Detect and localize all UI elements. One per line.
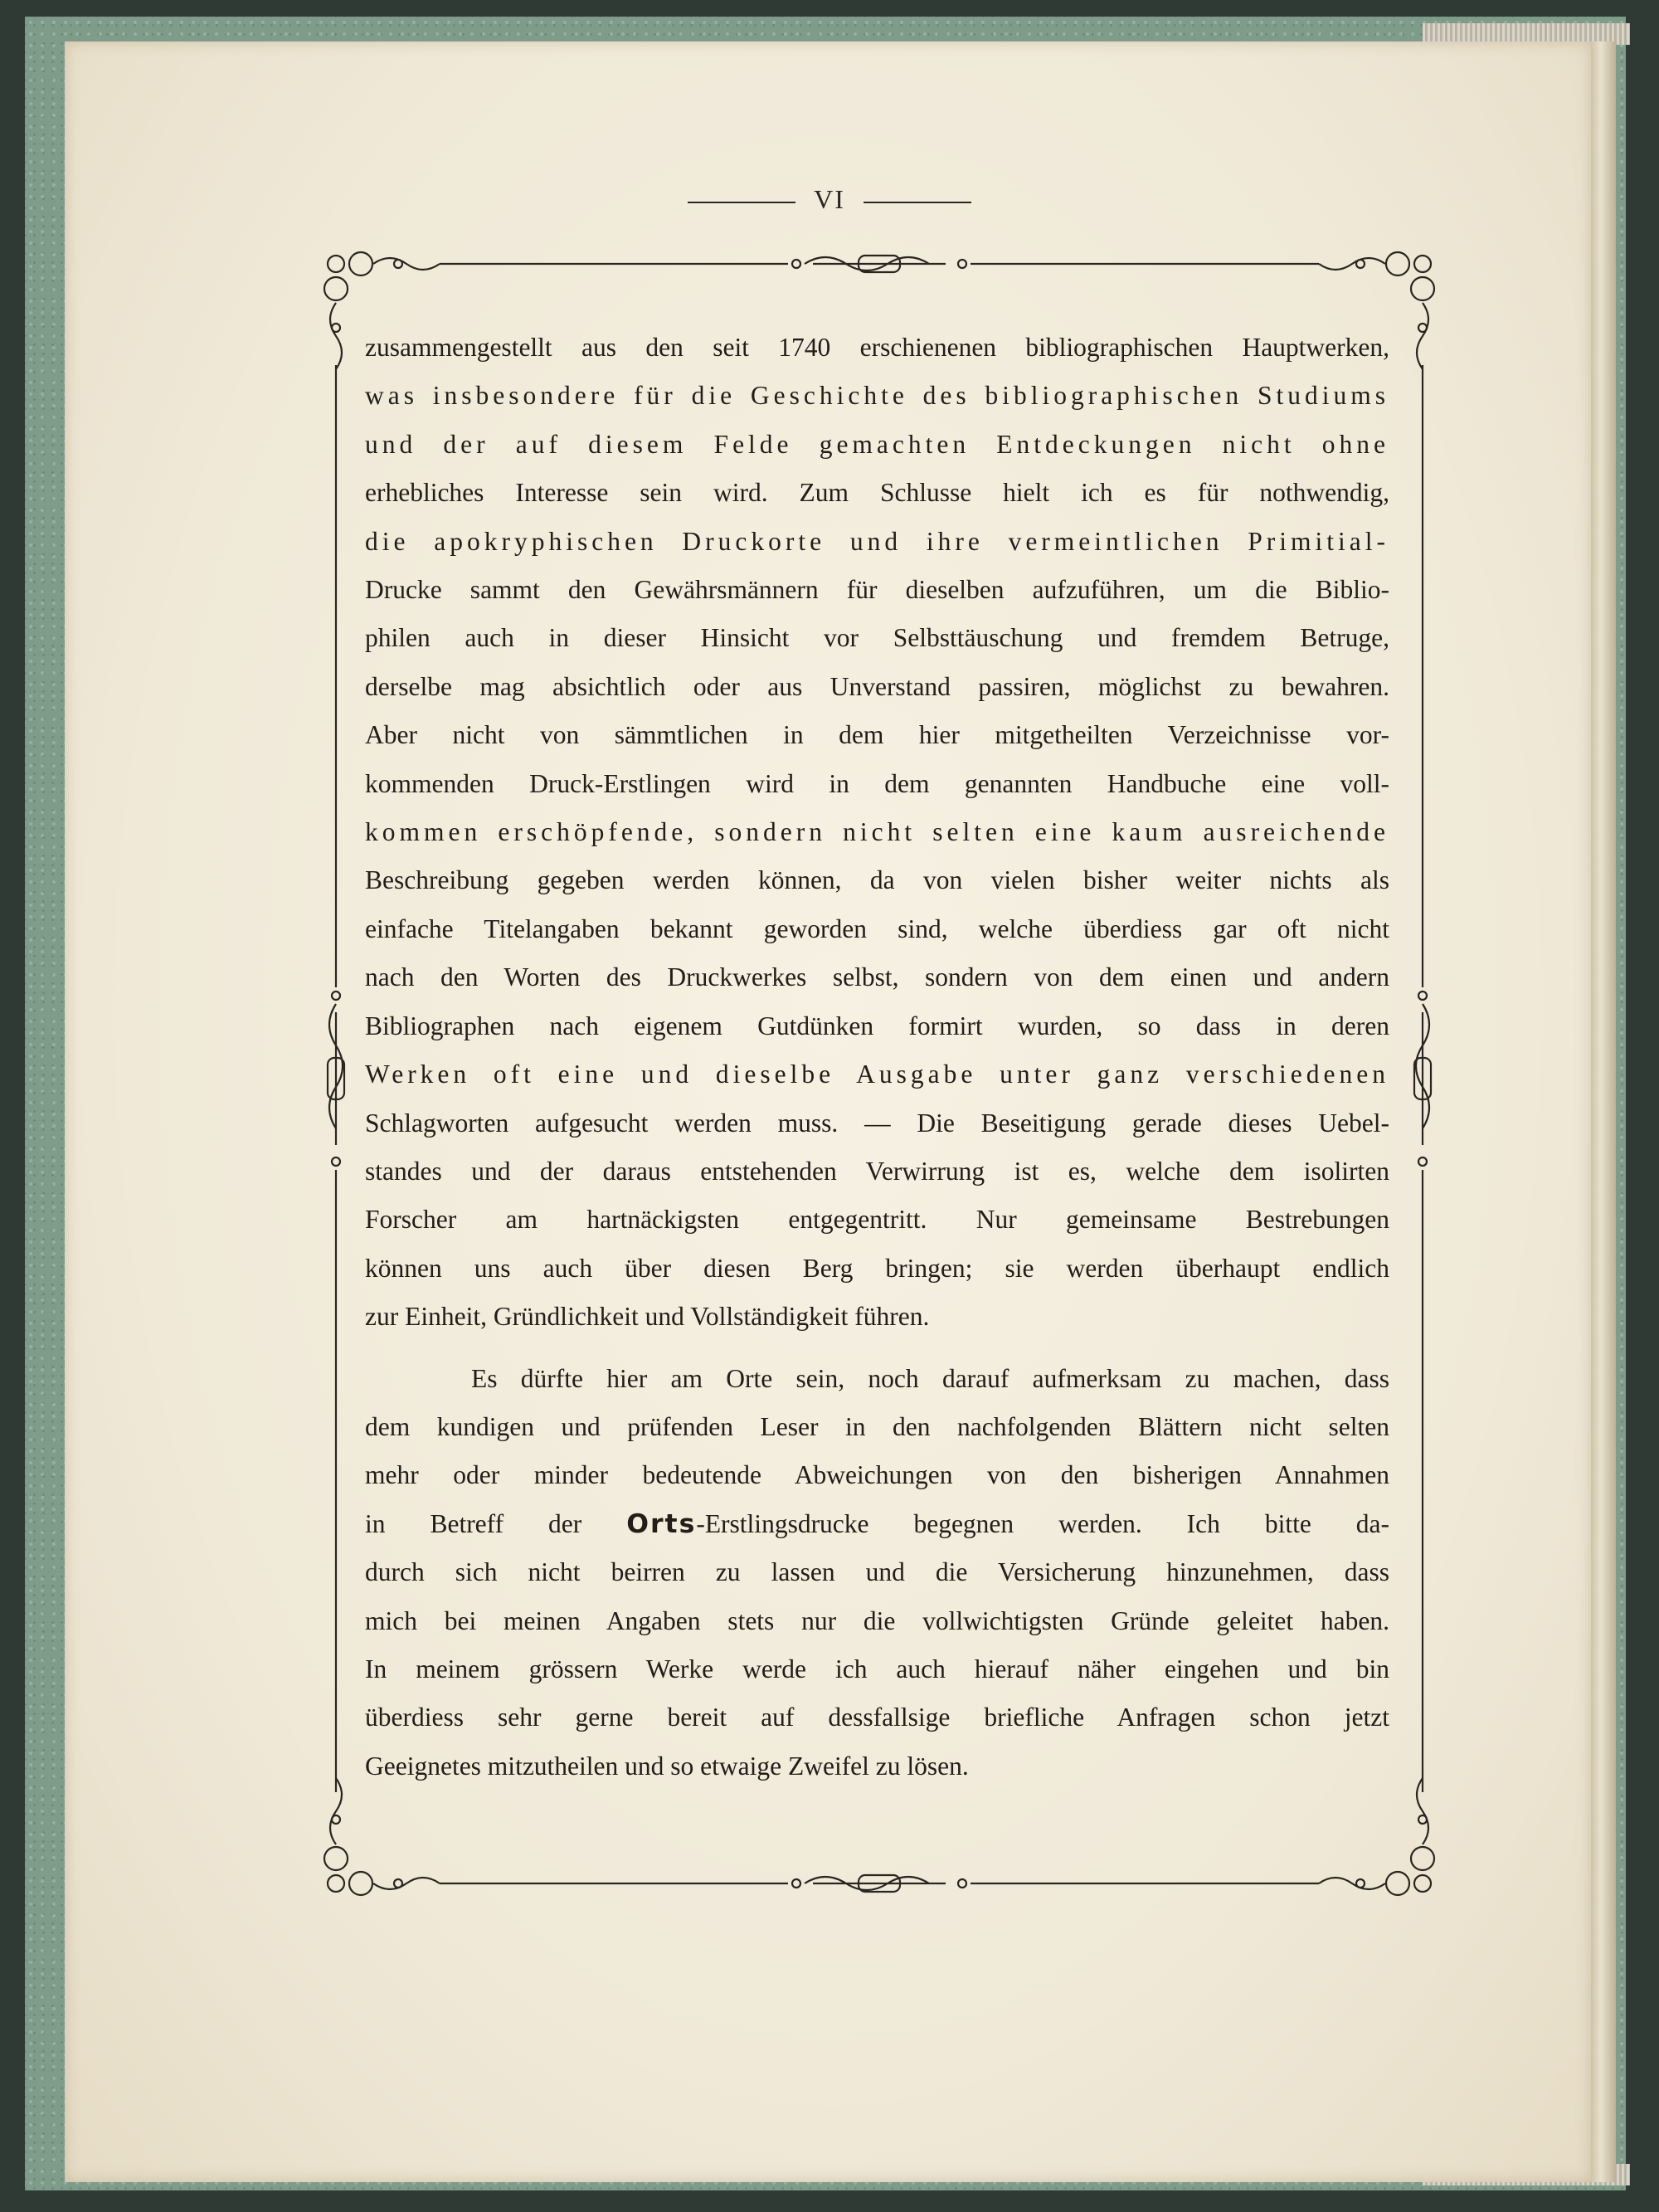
text-line: mich bei meinen Angaben stets nur die vollwichtigsten Gründe geleitet haben. (365, 1605, 1389, 1635)
text-line: die apokryphischen Druckorte und ihre vermeintlichen Primitial- (365, 526, 1389, 556)
text-line: standes und der daraus entstehenden Verwirrung ist es, welche dem isolirten (365, 1156, 1389, 1186)
text-fragment: -Erstlingsdrucke begegnen werden. Ich bitte da- (696, 1508, 1389, 1538)
text-line: Beschreibung gegeben werden können, da von vielen bisher weiter nichts als (365, 865, 1389, 895)
text-line: philen auch in dieser Hinsicht vor Selbsttäuschung und fremdem Betruge, (365, 623, 1389, 653)
folio-text: VI (814, 184, 845, 214)
text-line: einfache Titelangaben bekannt geworden sind, welche überdiess gar oft nicht (365, 914, 1389, 943)
side-ornament-right (1414, 992, 1431, 1166)
text-line: kommenden Druck-Erstlingen wird in dem genannten Handbuche eine voll- (365, 768, 1389, 798)
text-line: Es dürfte hier am Orte sein, noch darauf aufmerksam zu machen, dass (471, 1363, 1389, 1393)
page-edge (1591, 41, 1616, 2182)
folio-rule-left (688, 202, 795, 203)
folio-rule-right (864, 202, 971, 203)
body-text (365, 324, 1389, 1791)
text-line: Drucke sammt den Gewährsmännern für dieselben aufzuführen, um die Biblio- (365, 575, 1389, 605)
center-ornament-top (792, 256, 966, 272)
text-line: zur Einheit, Gründlichkeit und Vollständigkeit führen. (365, 1302, 930, 1332)
text-line: erhebliches Interesse sein wird. Zum Schlusse hielt ich es für nothwendig, (365, 478, 1389, 508)
center-ornament-bottom (792, 1875, 966, 1892)
text-line: nach den Worten des Druckwerkes selbst, sondern von dem einen und andern (365, 962, 1389, 992)
text-line: Forscher am hartnäckigsten entgegentritt. Nur gemeinsame Bestrebungen (365, 1205, 1389, 1235)
text-line: Bibliographen nach eigenem Gutdünken formirt wurden, so dass in deren (365, 1011, 1389, 1040)
text-line: In meinem grössern Werke werde ich auch hierauf näher eingehen und bin (365, 1654, 1389, 1683)
text-line: zusammengestellt aus den seit 1740 erschienenen bibliographischen Hauptwerken, (365, 333, 1389, 362)
text-line: überdiess sehr gerne bereit auf dessfallsige briefliche Anfragen schon jetzt (365, 1703, 1389, 1732)
text-line: kommen erschöpfende, sondern nicht selten eine kaum ausreichende (365, 817, 1389, 847)
text-fragment: in Betreff der (365, 1508, 582, 1538)
text-line: Geeignetes mitzutheilen und so etwaige Zweifel zu lösen. (365, 1751, 969, 1781)
text-line: Aber nicht von sämmtlichen in dem hier mitgetheilten Verzeichnisse vor- (365, 720, 1389, 750)
text-line: durch sich nicht beirren zu lassen und die Versicherung hinzunehmen, dass (365, 1557, 1389, 1587)
text-line: derselbe mag absichtlich oder aus Unverstand passiren, möglichst zu bewahren. (365, 671, 1389, 701)
corner-ornament-bottom-left (324, 1778, 440, 1895)
text-line: mehr oder minder bedeutende Abweichungen von den bisherigen Annahmen (365, 1460, 1389, 1490)
text-line: was insbesondere für die Geschichte des bibliographischen Studiums (365, 381, 1389, 411)
corner-ornament-bottom-right (1319, 1778, 1434, 1895)
text-line: Werken oft eine und dieselbe Ausgabe unter ganz verschiedenen (365, 1060, 1389, 1089)
emphasis-orts: Orts (626, 1508, 697, 1539)
text-line: können uns auch über diesen Berg bringen; sie werden überhaupt endlich (365, 1253, 1389, 1283)
text-line: und der auf diesem Felde gemachten Entdeckungen nicht ohne (365, 429, 1389, 459)
text-line: dem kundigen und prüfenden Leser in den nachfolgenden Blättern nicht selten (365, 1411, 1389, 1441)
text-line-with-emphasis (365, 1500, 1389, 1548)
side-ornament-left (328, 992, 344, 1166)
page-number (0, 184, 1659, 215)
text-line: Schlagworten aufgesucht werden muss. — Die Beseitigung gerade dieses Uebel- (365, 1108, 1389, 1138)
